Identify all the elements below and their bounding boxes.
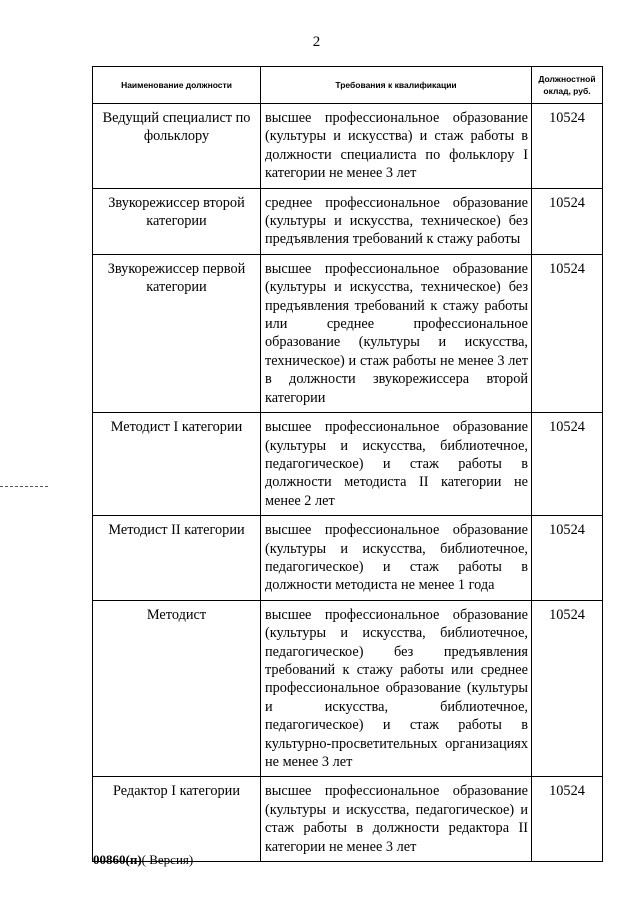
document-code: 00860(п)	[93, 852, 142, 867]
requirements-cell: высшее профессиональное образование (культуры и искусства) и стаж работы в должности специалиста по фольклору I категории не менее 3 лет	[261, 104, 532, 189]
position-cell: Методист I категории	[93, 413, 261, 516]
salary-cell: 10524	[532, 254, 603, 412]
requirements-cell: высшее профессиональное образование (культуры и искусства, библиотечное, педагогическое) и стаж работы в должности методиста не менее 1 года	[261, 516, 532, 601]
requirements-cell: высшее профессиональное образование (культуры и искусства, педагогическое) и стаж работы в должности редактора II категории не менее 3 лет	[261, 777, 532, 862]
requirements-cell: высшее профессиональное образование (культуры и искусства, библиотечное, педагогическое) без предъявления требований к стажу работы или среднее профессиональное образование (культуры и искусства, библиотечное, педагогическое) и стаж работы в культурно-просветительных организациях не менее 3 лет	[261, 600, 532, 777]
position-cell: Звукорежиссер второй категории	[93, 188, 261, 254]
table-row	[93, 777, 603, 862]
salary-cell: 10524	[532, 188, 603, 254]
requirements-cell: высшее профессиональное образование (культуры и искусства, библиотечное, педагогическое) и стаж работы в должности методиста II категории не менее 2 лет	[261, 413, 532, 516]
position-cell: Методист	[93, 600, 261, 777]
document-footer	[93, 852, 193, 868]
header-salary: Должностной оклад, руб.	[532, 67, 603, 104]
salary-cell: 10524	[532, 516, 603, 601]
requirements-cell: среднее профессиональное образование (культуры и искусства, техническое) без предъявления требований к стажу работы	[261, 188, 532, 254]
salary-cell: 10524	[532, 600, 603, 777]
table-row	[93, 516, 603, 601]
salary-cell: 10524	[532, 777, 603, 862]
salary-cell: 10524	[532, 104, 603, 189]
position-cell: Редактор I категории	[93, 777, 261, 862]
page-number: 2	[312, 34, 321, 50]
table-header-row	[93, 67, 603, 104]
header-position: Наименование должности	[93, 67, 261, 104]
qualification-table	[92, 66, 603, 862]
salary-cell: 10524	[532, 413, 603, 516]
requirements-cell: высшее профессиональное образование (культуры и искусства, техническое) без предъявления требований к стажу работы или среднее профессиональное образование (культуры и искусства, техническое) и стаж работы не менее 3 лет в должности звукорежиссера второй категории	[261, 254, 532, 412]
position-cell: Методист II категории	[93, 516, 261, 601]
margin-mark	[0, 486, 48, 487]
table-row	[93, 254, 603, 412]
table-row	[93, 600, 603, 777]
position-cell: Ведущий специалист по фольклору	[93, 104, 261, 189]
position-cell: Звукорежиссер первой категории	[93, 254, 261, 412]
table-row	[93, 413, 603, 516]
header-requirements: Требования к квалификации	[261, 67, 532, 104]
table-row	[93, 188, 603, 254]
table-row	[93, 104, 603, 189]
document-version: ( Версия)	[141, 852, 194, 867]
